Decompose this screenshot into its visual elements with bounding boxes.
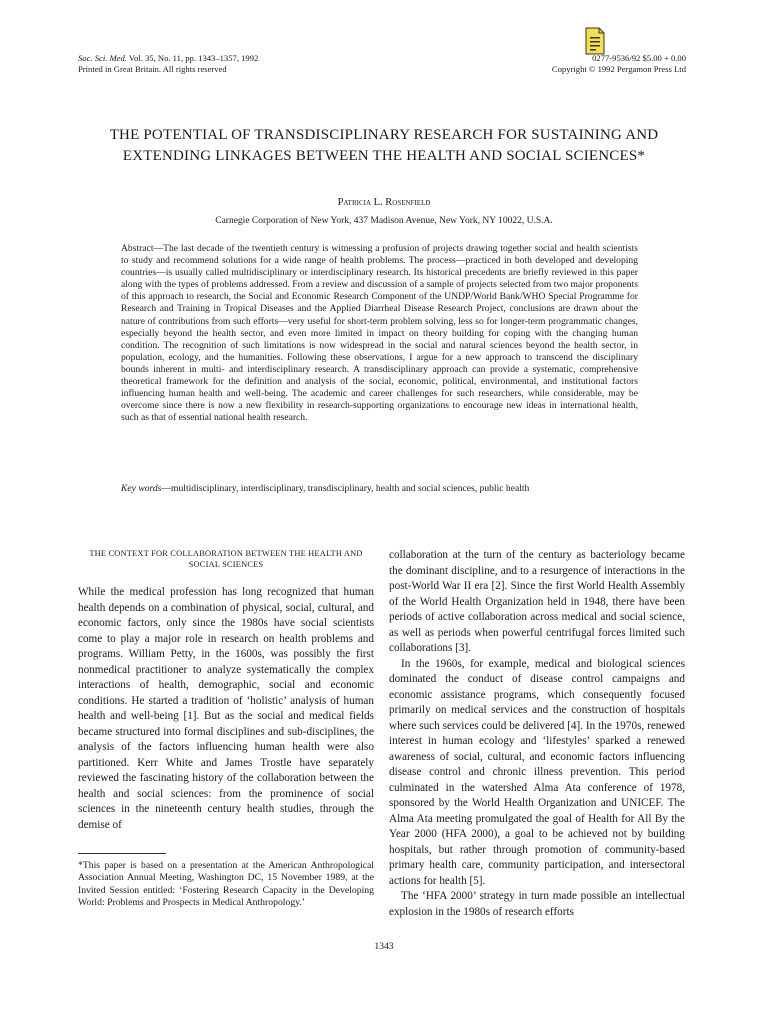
abstract [121, 243, 638, 424]
journal-header [78, 53, 258, 75]
journal-name: Soc. Sci. Med. [78, 53, 127, 63]
footnote: *This paper is based on a presentation at the American Anthropological Association Annual Meeting, Washington DC, 15 November 1989, at the Invited Session entitled: ‘Fostering Research Capacity in the Developing World: Problems and Prospects in Medical Anthropology.’ [78, 860, 374, 908]
keywords-label: Key words [121, 483, 162, 494]
printed-notice: Printed in Great Britain. All rights reserved [78, 64, 227, 74]
left-column [78, 548, 374, 833]
pdf-document-icon[interactable] [585, 27, 605, 55]
citation-line [78, 53, 258, 64]
footnote-divider [78, 853, 166, 854]
body-paragraph: While the medical profession has long recognized that human health depends on a combination of physical, social, cultural, and economic factors, only since the 1980s have social scientists come to play a major role in research on health problems and programs. William Petty, in the 1600s, was possibly the first nonmedical practitioner to analyze systematically the complex interactions of health, demographic, social and economic conditions. He started a tradition of ‘holistic’ analysis of human health and well-being [1]. But as the social and medical fields became structured into formal disciplines and sub-disciplines, the analysis of the factors influencing human health were also partitioned. Kerr White and James Trostle have separately reviewed the fascinating history of the collaboration between the health and social sciences: from the prominence of social sciences in the nineteenth century health studies, through the demise of [78, 586, 374, 831]
copyright-header [552, 53, 686, 75]
right-column [389, 548, 685, 920]
abstract-text: —The last decade of the twentieth century is witnessing a profusion of projects drawing together social and health scientists to study and recommend solutions for a wide range of health problems. The process—practiced in both developed and developing countries—is usually called multidisciplinary or interdisciplinary research. Its historical precedents are briefly reviewed in this paper along with the types of problems addressed. From a review and discussion of a sample of projects selected from two major proponents of this approach to research, the Social and Economic Research Component of the UNDP/World Bank/WHO Special Programme for Research and Training in Tropical Diseases and the Applied Diarrheal Disease Research Project, conclusions are drawn about the nature of contributions from such efforts—very useful for short-term problem solving, less so for longer-term programmatic changes, especially beyond the health sector, and even more limited in impact on theory building for coping with the changing human condition. The recognition of such limitations is now widespread in the social and natural sciences beyond the health sector, in population, ecology, and the humanities. Following these observations, I argue for a new approach to transcend the disciplinary bounds inherent in multi- and interdisciplinary research. A transdisciplinary approach can provide a systematic, comprehensive theoretical framework for the definition and analysis of the social, economic, political, environmental, and institutional factors influencing human health and well-being. The academic and career challenges for such researchers, while considerable, may be overcome since there is now a new flexibility in research-supporting organizations to encourage new ideas in international health, such as that of essential national health research. [121, 243, 638, 424]
body-paragraph: In the 1960s, for example, medical and biological sciences dominated the conduct of disease control campaigns and economic assistance programs, which consequently focused primarily on medical services and the construction of hospitals where such services could be delivered [4]. In the 1970s, renewed interest in human ecology and ‘lifestyles’ sparked a renewed awareness of social, cultural, and economic factors influencing disease control and chronic illness prevention. This period culminated in the watershed Alma Ata conference of 1978, sponsored by the World Health Organization and UNICEF. The Alma Ata meeting promulgated the goal of Health for All By the Year 2000 (HFA 2000), a goal to be achieved not by building hospitals, but rather through promotion of community-based primary health care, community participation, and intersectoral actions for health [5]. [389, 657, 685, 887]
body-paragraph: The ‘HFA 2000’ strategy in turn made possible an intellectual explosion in the 1980s of research efforts [389, 890, 685, 918]
keywords-text: —multidisciplinary, interdisciplinary, transdisciplinary, health and social sciences, public health [161, 483, 530, 494]
abstract-label: Abstract [121, 243, 154, 254]
page-number: 1343 [374, 941, 394, 952]
price-code: 0277-9536/92 $5.00 + 0.00 [592, 53, 686, 63]
keywords [121, 483, 638, 495]
copyright-notice: Copyright © 1992 Pergamon Press Ltd [551, 64, 686, 74]
section-heading: THE CONTEXT FOR COLLABORATION BETWEEN THE HEALTH AND SOCIAL SCIENCES [89, 549, 363, 569]
body-paragraph: collaboration at the turn of the century as bacteriology became the dominant discipline, and to a resurgence of interactions in the post-World War II era [2]. Since the first World Health Assembly of the World Health Organization held in 1948, there have been periods of active collaboration across medical and social science, as well as periods when powerful centrifugal forces limited such collaborations [3]. [389, 549, 685, 654]
journal-citation: Vol. 35, No. 11, pp. 1343–1357, 1992 [126, 53, 259, 63]
paper-title: THE POTENTIAL OF TRANSDISCIPLINARY RESEARCH FOR SUSTAINING AND EXTENDING LINKAGES BETWEEN THE HEALTH AND SOCIAL SCIENCES* [109, 127, 659, 164]
author-name: Patricia L. Rosenfield [337, 197, 431, 208]
author-affiliation: Carnegie Corporation of New York, 437 Madison Avenue, New York, NY 10022, U.S.A. [215, 216, 553, 226]
